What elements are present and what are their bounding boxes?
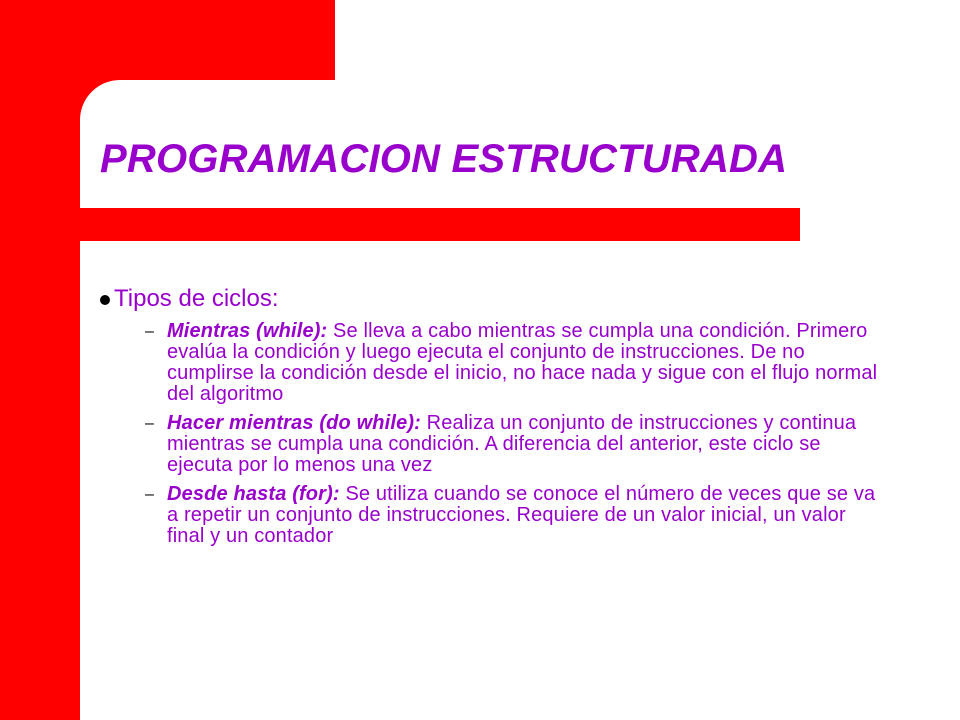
slide-title: PROGRAMACION ESTRUCTURADA: [100, 137, 788, 181]
slide-body: [100, 283, 900, 547]
sub-item-term: Desde hasta (for):: [167, 483, 340, 505]
title-underline-bar: [80, 208, 800, 241]
sub-item-text: [167, 484, 879, 547]
sub-item-do-while: [100, 413, 900, 476]
sub-item-term: Mientras (while):: [167, 320, 328, 342]
dash-marker: –: [145, 323, 154, 340]
sub-item-description: Se utiliza cuando se conoce el número de veces que se va a repetir un conjunto de instrucciones. Requiere de un valor inicial, un valor final y un contador: [167, 483, 876, 547]
sub-item-description: Realiza un conjunto de instrucciones y continua mientras se cumpla una condición. A diferencia del anterior, este ciclo se ejecuta por lo menos una vez: [167, 412, 857, 476]
sub-item-text: [167, 321, 879, 405]
sub-item-for: [100, 484, 900, 547]
sub-item-description: Se lleva a cabo mientras se cumpla una condición. Primero evalúa la condición y luego ejecuta el conjunto de instrucciones. De no cumplirse la condición desde el inicio, no hace nada y sigue con el flujo normal del algoritmo: [167, 320, 878, 405]
sub-item-text: [167, 413, 879, 476]
bullet-text: Tipos de ciclos:: [114, 285, 279, 312]
dash-marker: –: [145, 415, 154, 432]
left-red-band: [0, 0, 80, 720]
sub-item-while: [100, 321, 900, 405]
bullet-dot-icon: [100, 295, 110, 305]
sub-item-term: Hacer mientras (do while):: [167, 412, 421, 434]
bullet-item: [100, 283, 900, 315]
dash-marker: –: [145, 486, 154, 503]
